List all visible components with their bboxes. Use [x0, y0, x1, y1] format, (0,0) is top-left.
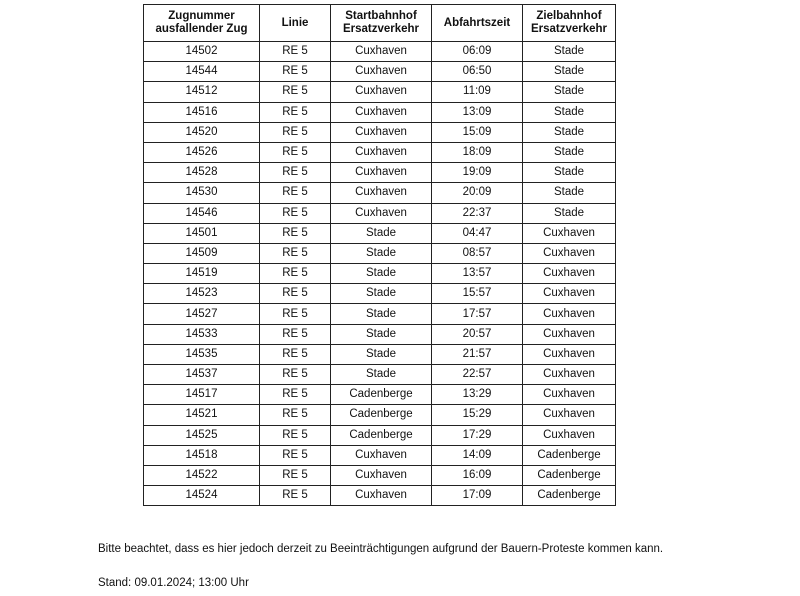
cell-line: RE 5 — [260, 223, 331, 243]
cell-departure-time: 22:37 — [432, 203, 523, 223]
cell-departure-time: 08:57 — [432, 243, 523, 263]
cell-departure-time: 18:09 — [432, 142, 523, 162]
cell-train-number: 14524 — [144, 486, 260, 506]
cell-line: RE 5 — [260, 102, 331, 122]
cell-train-number: 14527 — [144, 304, 260, 324]
cell-start-station: Cuxhaven — [331, 122, 432, 142]
cell-train-number: 14522 — [144, 465, 260, 485]
cell-destination-station: Cuxhaven — [523, 385, 616, 405]
cell-start-station: Cadenberge — [331, 405, 432, 425]
cell-line: RE 5 — [260, 365, 331, 385]
cell-destination-station: Cuxhaven — [523, 243, 616, 263]
cell-start-station: Stade — [331, 304, 432, 324]
cell-line: RE 5 — [260, 183, 331, 203]
table-body — [144, 42, 616, 506]
cell-train-number: 14520 — [144, 122, 260, 142]
cell-line: RE 5 — [260, 324, 331, 344]
cell-start-station: Cuxhaven — [331, 445, 432, 465]
cell-destination-station: Cuxhaven — [523, 405, 616, 425]
protest-notice: Bitte beachtet, dass es hier jedoch derzeit zu Beeinträchtigungen aufgrund der Bauern-Proteste kommen kann. — [98, 543, 664, 555]
cell-departure-time: 15:09 — [432, 122, 523, 142]
table-row — [144, 365, 616, 385]
table-row — [144, 82, 616, 102]
cell-destination-station: Cuxhaven — [523, 344, 616, 364]
table-row — [144, 163, 616, 183]
table-row — [144, 62, 616, 82]
table-row — [144, 203, 616, 223]
cell-departure-time: 14:09 — [432, 445, 523, 465]
table-row — [144, 122, 616, 142]
header-departure-time — [432, 5, 523, 42]
cell-line: RE 5 — [260, 344, 331, 364]
cell-train-number: 14546 — [144, 203, 260, 223]
table-row — [144, 324, 616, 344]
cell-destination-station: Cuxhaven — [523, 425, 616, 445]
cell-line: RE 5 — [260, 62, 331, 82]
table-row — [144, 42, 616, 62]
cell-start-station: Cuxhaven — [331, 486, 432, 506]
cell-train-number: 14528 — [144, 163, 260, 183]
header-line — [260, 5, 331, 42]
cell-train-number: 14516 — [144, 102, 260, 122]
cell-departure-time: 13:57 — [432, 264, 523, 284]
cell-departure-time: 15:29 — [432, 405, 523, 425]
cell-departure-time: 06:50 — [432, 62, 523, 82]
cell-departure-time: 04:47 — [432, 223, 523, 243]
cell-start-station: Stade — [331, 324, 432, 344]
table-row — [144, 425, 616, 445]
cell-departure-time: 13:09 — [432, 102, 523, 122]
header-text: Zugnummer — [168, 10, 235, 22]
header-text: Ersatzverkehr — [342, 23, 420, 35]
table-row — [144, 102, 616, 122]
cell-destination-station: Stade — [523, 42, 616, 62]
cell-start-station: Cuxhaven — [331, 82, 432, 102]
cell-departure-time: 17:57 — [432, 304, 523, 324]
cell-line: RE 5 — [260, 122, 331, 142]
cell-train-number: 14518 — [144, 445, 260, 465]
cell-departure-time: 06:09 — [432, 42, 523, 62]
cell-departure-time: 13:29 — [432, 385, 523, 405]
cell-line: RE 5 — [260, 203, 331, 223]
cell-destination-station: Cuxhaven — [523, 223, 616, 243]
cell-destination-station: Stade — [523, 62, 616, 82]
table-row — [144, 284, 616, 304]
table-row — [144, 445, 616, 465]
table-row — [144, 223, 616, 243]
table-header-row — [144, 5, 616, 42]
cell-line: RE 5 — [260, 264, 331, 284]
cell-destination-station: Stade — [523, 203, 616, 223]
cell-departure-time: 20:57 — [432, 324, 523, 344]
cell-start-station: Cuxhaven — [331, 142, 432, 162]
cell-line: RE 5 — [260, 284, 331, 304]
cell-line: RE 5 — [260, 82, 331, 102]
cell-train-number: 14533 — [144, 324, 260, 344]
cell-train-number: 14519 — [144, 264, 260, 284]
cell-departure-time: 17:09 — [432, 486, 523, 506]
table-row — [144, 243, 616, 263]
cell-destination-station: Cadenberge — [523, 486, 616, 506]
cell-line: RE 5 — [260, 486, 331, 506]
cell-start-station: Stade — [331, 223, 432, 243]
cell-train-number: 14502 — [144, 42, 260, 62]
cell-start-station: Cuxhaven — [331, 163, 432, 183]
header-text: Linie — [281, 16, 309, 29]
cell-train-number: 14530 — [144, 183, 260, 203]
cell-line: RE 5 — [260, 385, 331, 405]
cell-start-station: Cuxhaven — [331, 42, 432, 62]
cell-destination-station: Stade — [523, 122, 616, 142]
cell-start-station: Stade — [331, 284, 432, 304]
header-text: Abfahrtszeit — [443, 16, 511, 29]
header-text: Zielbahnhof — [536, 10, 602, 22]
cell-line: RE 5 — [260, 425, 331, 445]
cell-train-number: 14521 — [144, 405, 260, 425]
cell-destination-station: Cuxhaven — [523, 304, 616, 324]
cell-start-station: Cuxhaven — [331, 62, 432, 82]
cell-destination-station: Cuxhaven — [523, 365, 616, 385]
cell-start-station: Stade — [331, 344, 432, 364]
cell-departure-time: 16:09 — [432, 465, 523, 485]
cell-destination-station: Stade — [523, 163, 616, 183]
header-text: Startbahnhof — [345, 10, 417, 22]
cell-train-number: 14523 — [144, 284, 260, 304]
cell-line: RE 5 — [260, 445, 331, 465]
cell-start-station: Cuxhaven — [331, 183, 432, 203]
cell-start-station: Cuxhaven — [331, 465, 432, 485]
cell-train-number: 14526 — [144, 142, 260, 162]
cell-start-station: Cuxhaven — [331, 102, 432, 122]
cell-line: RE 5 — [260, 163, 331, 183]
header-text: ausfallender Zug — [155, 23, 248, 35]
cell-train-number: 14512 — [144, 82, 260, 102]
cell-destination-station: Cuxhaven — [523, 284, 616, 304]
cell-start-station: Cadenberge — [331, 425, 432, 445]
cell-start-station: Stade — [331, 243, 432, 263]
cell-train-number: 14517 — [144, 385, 260, 405]
table-row — [144, 465, 616, 485]
cell-departure-time: 11:09 — [432, 82, 523, 102]
cell-departure-time: 17:29 — [432, 425, 523, 445]
cell-line: RE 5 — [260, 304, 331, 324]
cell-destination-station: Cuxhaven — [523, 264, 616, 284]
table-row — [144, 264, 616, 284]
header-text: Ersatzverkehr — [530, 23, 608, 35]
cell-line: RE 5 — [260, 405, 331, 425]
cell-train-number: 14544 — [144, 62, 260, 82]
cell-destination-station: Cadenberge — [523, 445, 616, 465]
header-start-station — [331, 5, 432, 42]
cell-start-station: Cuxhaven — [331, 203, 432, 223]
table-row — [144, 385, 616, 405]
cell-train-number: 14537 — [144, 365, 260, 385]
cell-departure-time: 15:57 — [432, 284, 523, 304]
cell-departure-time: 22:57 — [432, 365, 523, 385]
cell-train-number: 14525 — [144, 425, 260, 445]
cell-train-number: 14535 — [144, 344, 260, 364]
table-row — [144, 405, 616, 425]
cell-destination-station: Stade — [523, 82, 616, 102]
header-train-number — [144, 5, 260, 42]
cell-line: RE 5 — [260, 142, 331, 162]
table-row — [144, 344, 616, 364]
cell-line: RE 5 — [260, 465, 331, 485]
table-row — [144, 183, 616, 203]
table-row — [144, 486, 616, 506]
cell-line: RE 5 — [260, 42, 331, 62]
cell-train-number: 14501 — [144, 223, 260, 243]
cell-departure-time: 19:09 — [432, 163, 523, 183]
table-row — [144, 142, 616, 162]
cell-train-number: 14509 — [144, 243, 260, 263]
cell-start-station: Stade — [331, 365, 432, 385]
cell-line: RE 5 — [260, 243, 331, 263]
table-row — [144, 304, 616, 324]
cell-destination-station: Stade — [523, 142, 616, 162]
cell-departure-time: 20:09 — [432, 183, 523, 203]
cell-destination-station: Stade — [523, 102, 616, 122]
cell-departure-time: 21:57 — [432, 344, 523, 364]
replacement-schedule-table — [143, 4, 616, 506]
cell-destination-station: Cadenberge — [523, 465, 616, 485]
cell-destination-station: Cuxhaven — [523, 324, 616, 344]
cell-start-station: Cadenberge — [331, 385, 432, 405]
cell-start-station: Stade — [331, 264, 432, 284]
last-updated-stamp: Stand: 09.01.2024; 13:00 Uhr — [98, 577, 249, 589]
header-destination-station — [523, 5, 616, 42]
cell-destination-station: Stade — [523, 183, 616, 203]
